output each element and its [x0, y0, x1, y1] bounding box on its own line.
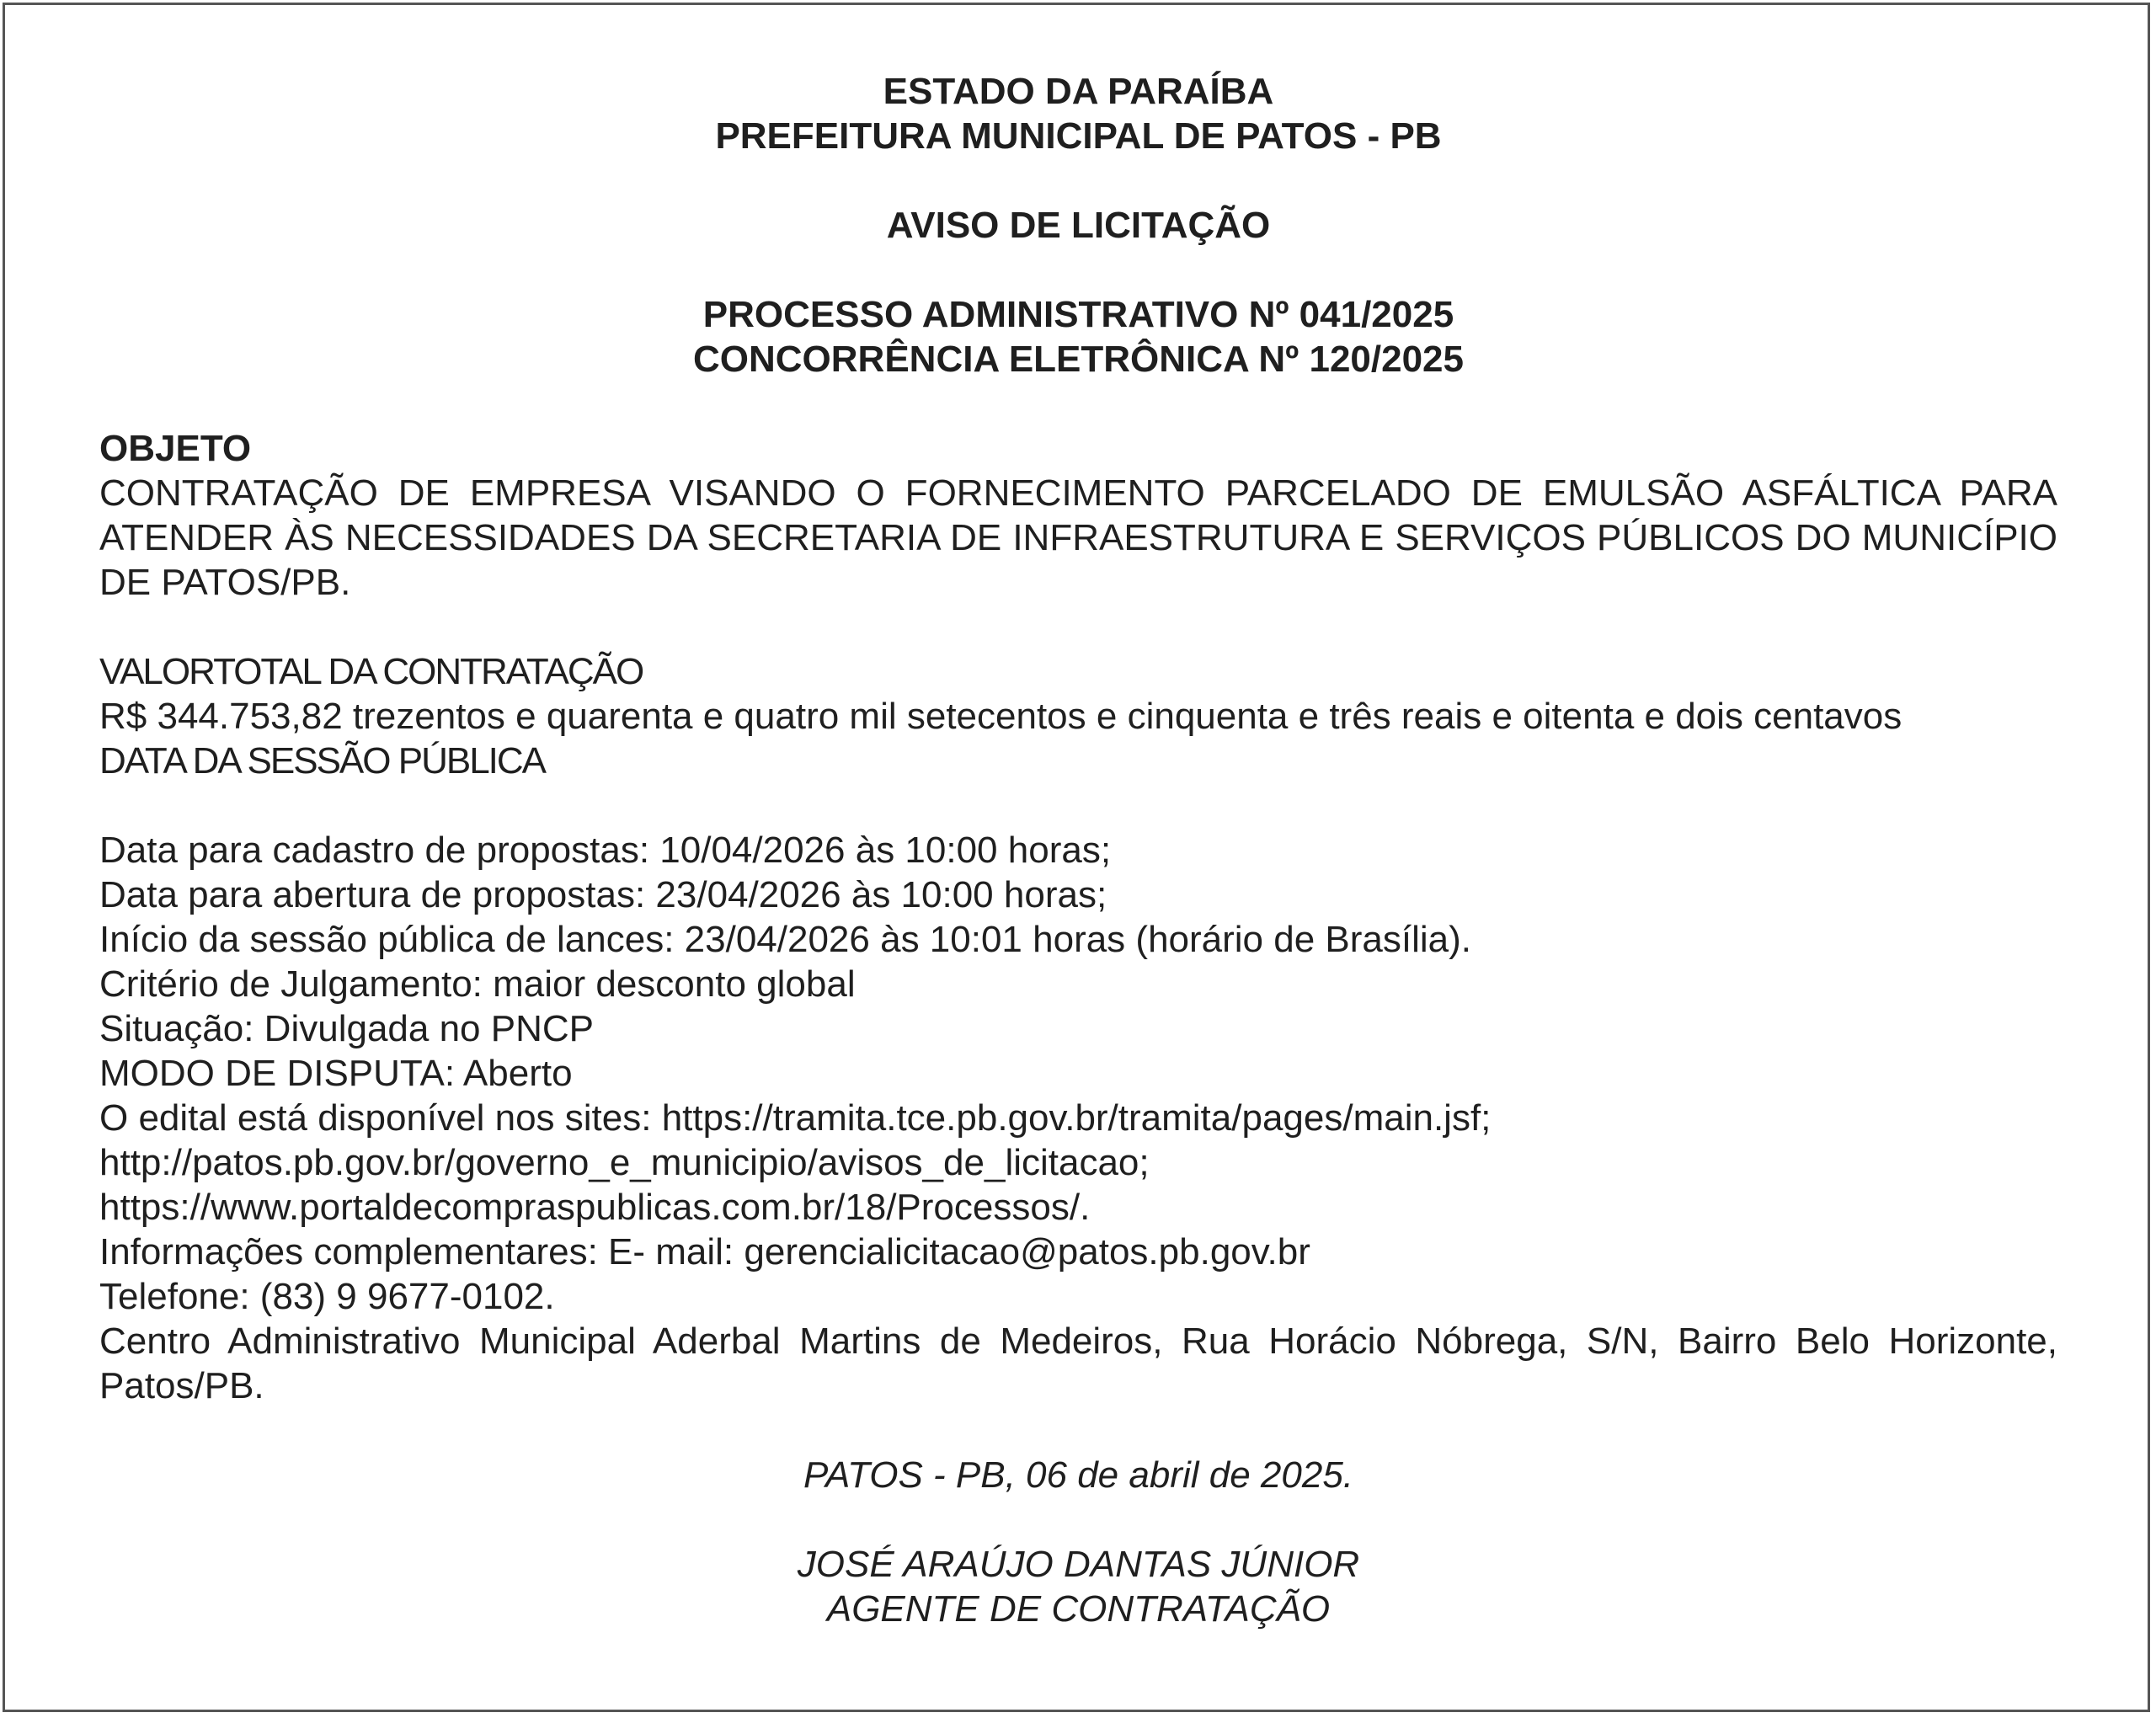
detail-line: Informações complementares: E- mail: gerencialicitacao@patos.pb.gov.br — [99, 1231, 1310, 1272]
detail-line: Telefone: (83) 9 9677-0102. — [99, 1276, 555, 1317]
signer-name: JOSÉ ARAÚJO DANTAS JÚNIOR — [797, 1544, 1360, 1585]
detail-line: MODO DE DISPUTA: Aberto — [99, 1053, 573, 1094]
prefecture-name: PREFEITURA MUNICIPAL DE PATOS - PB — [715, 115, 1442, 157]
competition-number: CONCORRÊNCIA ELETRÔNICA Nº 120/2025 — [693, 339, 1464, 380]
address-text: Centro Administrativo Municipal Aderbal Martins de Medeiros, Rua Horácio Nóbrega, S/N, Bairro Belo Horizonte, Patos/PB. — [99, 1321, 2057, 1406]
value-section — [99, 649, 2057, 783]
detail-line: Situação: Divulgada no PNCP — [99, 1008, 594, 1049]
value-heading: VALORTOTAL DA CONTRATAÇÃO — [99, 651, 643, 692]
notice-title: AVISO DE LICITAÇÃO — [886, 205, 1271, 246]
signer-role: AGENTE DE CONTRATAÇÃO — [826, 1588, 1331, 1630]
notice-document — [99, 69, 2057, 1631]
detail-line: Data para cadastro de propostas: 10/04/2026 às 10:00 horas; — [99, 830, 1112, 871]
notice-footer — [99, 1453, 2057, 1631]
object-text: CONTRATAÇÃO DE EMPRESA VISANDO O FORNECIMENTO PARCELADO DE EMULSÃO ASFÁLTICA PARA ATENDER ÀS NECESSIDADES DA SECRETARIA DE INFRAESTRUTURA E SERVIÇOS PÚBLICOS DO MUNICÍPIO DE PATOS/PB. — [99, 472, 2057, 603]
notice-header — [99, 69, 2057, 381]
details-section — [99, 828, 2057, 1408]
detail-line: https://www.portaldecompraspublicas.com.br/18/Processos/. — [99, 1187, 1091, 1228]
detail-line: http://patos.pb.gov.br/governo_e_municipio/avisos_de_licitacao; — [99, 1142, 1150, 1183]
value-text: R$ 344.753,82 trezentos e quarenta e quatro mil setecentos e cinquenta e três reais e oitenta e dois centavos — [99, 696, 1903, 737]
detail-line: Critério de Julgamento: maior desconto global — [99, 963, 856, 1005]
detail-line: Data para abertura de propostas: 23/04/2026 às 10:00 horas; — [99, 874, 1107, 915]
detail-line: O edital está disponível nos sites: https://tramita.tce.pb.gov.br/tramita/pages/main.jsf; — [99, 1097, 1492, 1139]
process-number: PROCESSO ADMINISTRATIVO Nº 041/2025 — [702, 294, 1454, 335]
detail-line: Início da sessão pública de lances: 23/04/2026 às 10:01 horas (horário de Brasília). — [99, 919, 1472, 960]
object-section — [99, 426, 2057, 605]
place-date: PATOS - PB, 06 de abril de 2025. — [803, 1454, 1354, 1496]
state-name: ESTADO DA PARAÍBA — [883, 71, 1274, 112]
object-heading: OBJETO — [99, 428, 252, 469]
session-heading: DATA DA SESSÃO PÚBLICA — [99, 740, 546, 782]
